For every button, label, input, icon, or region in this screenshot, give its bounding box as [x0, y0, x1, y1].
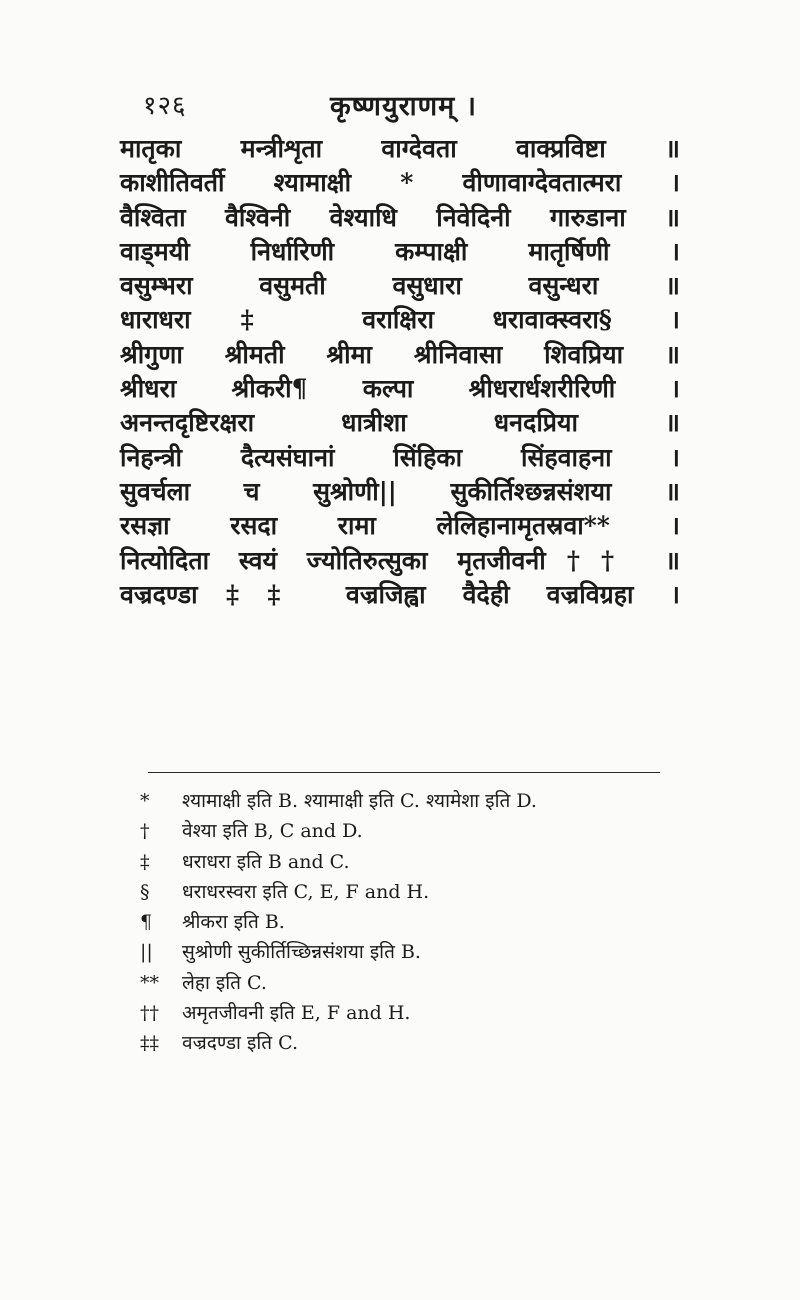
verse-line: सुवर्चला च सुश्रोणी|| सुकीर्तिश्छन्नसंशया ॥ [120, 476, 680, 506]
verse-line: निहन्त्री दैत्यसंघानां सिंहिका सिंहवाहना । [120, 442, 680, 472]
footnote-text: धराधरस्वरा इति C, E, F and H. [182, 880, 430, 903]
footnote [140, 937, 660, 967]
footnote-mark: ‡‡ [140, 1032, 159, 1055]
verse-line: वैश्विता वैश्विनी वेश्याधि निवेदिनी गारुडाना ॥ [120, 202, 680, 232]
footnote [140, 998, 660, 1028]
verse-line: मातृका मन्त्रीशृता वाग्देवता वाक्प्रविष्टा ॥ [120, 134, 680, 163]
verse-line: वज्रदण्डा‡‡ वज्रजिह्वा वैदेही वज्रविग्रहा । [120, 579, 680, 609]
footnote-mark: † [140, 820, 150, 843]
verse-line: श्रीधरा श्रीकरी¶ कल्पा श्रीधरार्धशरीरिणी । [120, 374, 680, 404]
footnote-mark: || [140, 941, 153, 964]
footnote-text: श्यामाक्षी इति B. श्यामाक्षी इति C. श्यामेशा इति D. [182, 790, 537, 812]
verse-block [120, 132, 680, 612]
verse-line: धाराधरा‡ वराक्षिरा धरावाक्स्वरा§ । [120, 305, 680, 335]
footnote-text: वेश्या इति B, C and D. [182, 820, 363, 843]
footnote-mark: †† [140, 1002, 159, 1025]
footnote [140, 877, 660, 907]
footnote-text: सुश्रोणी सुकीर्तिच्छिन्नसंशया इति B. [182, 941, 421, 964]
footnote-text: लेहा इति C. [182, 971, 267, 994]
footnotes [140, 786, 660, 1059]
verse-line: नित्योदिता स्वयं ज्योतिरुत्सुका मृतजीवनी†† ॥ [120, 545, 680, 575]
footnote-mark: ‡ [140, 850, 150, 873]
verse-line: वाड्मयी निर्धारिणी कम्पाक्षी मातृर्षिणी । [120, 236, 680, 266]
verse-line: रसज्ञा रसदा रामा लेलिहानामृतस्रवा** । [120, 511, 680, 541]
footnote [140, 907, 660, 937]
footnote-text: अमृतजीवनी इति E, F and H. [182, 1002, 411, 1025]
verse-line: वसुम्भरा वसुमती वसुधारा वसुन्धरा ॥ [120, 271, 680, 301]
page-number: १२६ [143, 91, 187, 121]
footnote-mark: ¶ [140, 911, 153, 934]
page-header [0, 86, 800, 126]
footnote-divider [148, 772, 660, 773]
verse-line: काशीतिवर्ती श्यामाक्षी * वीणावाग्देवतात्मरा । [120, 168, 680, 198]
footnote-mark: * [140, 790, 150, 812]
running-title: कृष्णयुराणम् । [330, 91, 477, 122]
footnote [140, 816, 660, 846]
verse-line: अनन्तदृष्टिरक्षरा धात्रीशा धनदप्रिया ॥ [120, 408, 680, 438]
footnote-text: वज्रदण्डा इति C. [182, 1032, 299, 1055]
verse-line: श्रीगुणा श्रीमती श्रीमा श्रीनिवासा शिवप्रिया ॥ [120, 339, 680, 369]
footnote-mark: § [140, 880, 150, 903]
footnote [140, 786, 660, 816]
footnote-text: श्रीकरा इति B. [182, 911, 285, 934]
footnote [140, 847, 660, 877]
footnote-mark: ** [140, 971, 159, 994]
footnote [140, 1028, 660, 1058]
footnote [140, 968, 660, 998]
footnote-text: धराधरा इति B and C. [182, 850, 350, 873]
